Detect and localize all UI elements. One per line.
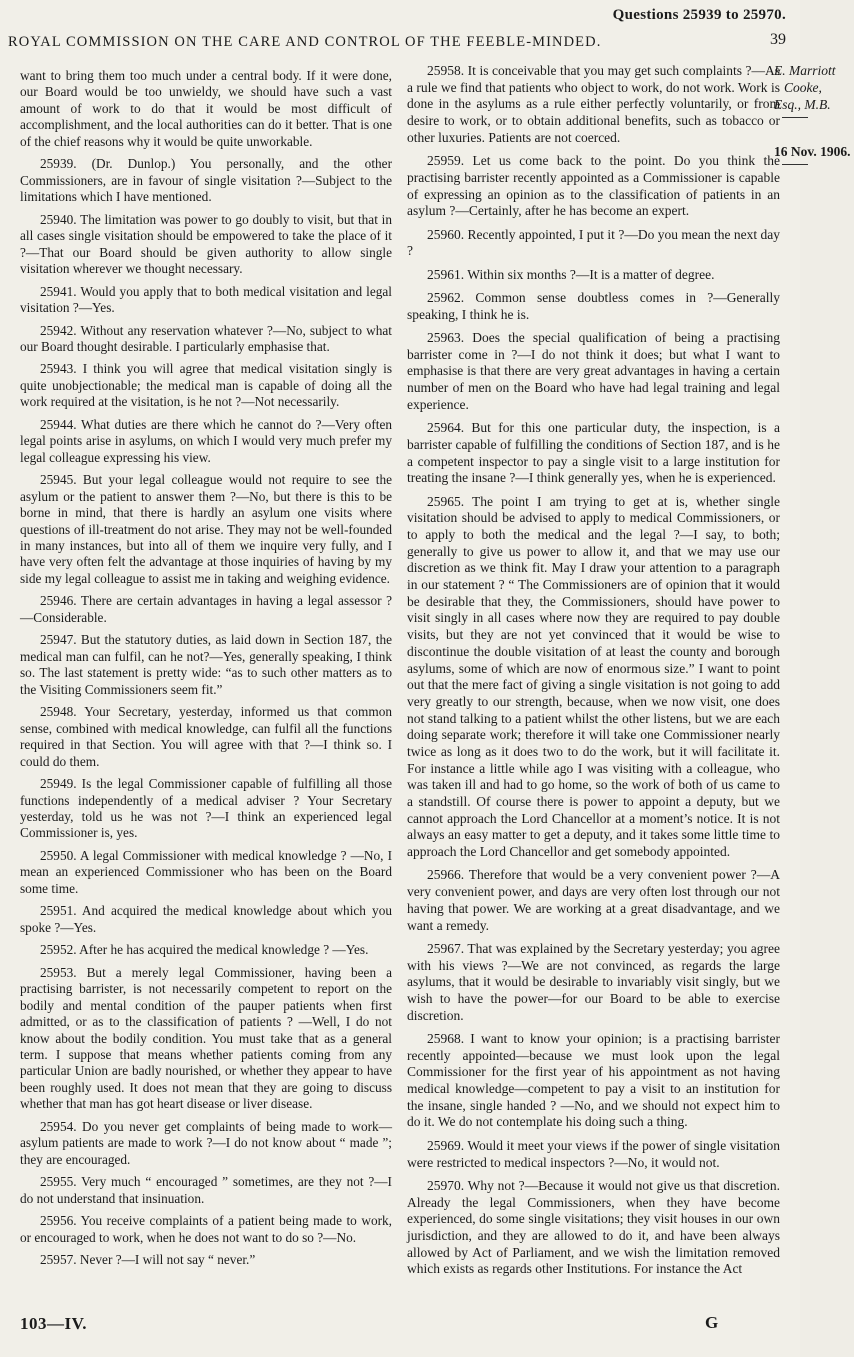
right-column <box>407 63 780 1285</box>
page-header <box>8 31 786 56</box>
witness-name-line-3: Esq., M.B. <box>774 97 831 112</box>
left-column-paragraph: 25948. Your Secretary, yesterday, informed us that common sense, combined with medical knowledge, can fulfil all the functions required in that Section. You will agree with that ?—I think so. I could do them. <box>20 704 392 769</box>
witness-date-rule <box>782 164 808 165</box>
page-number: 39 <box>770 31 786 48</box>
right-column-paragraph: 25963. Does the special qualification of being a practising barrister come in ?—I do not think it does; but what I want to emphasise is that there are very great advantages in having a certain number of men on the Board who have had legal training and legal experience. <box>407 330 780 412</box>
left-column-paragraph: 25947. But the statutory duties, as laid down in Section 187, the medical man can fulfil, can he not?—Yes, generally speaking, I think so. The last statement is pretty wide: “as to such other matters as to the Visiting Commissioners seem fit.” <box>20 632 392 697</box>
left-column-paragraph: 25954. Do you never get complaints of being made to work—asylum patients are made to work ?—I do not know about “ made ”; they are encouraged. <box>20 1118 392 1167</box>
witness-name-line-2: Cooke, <box>784 80 822 95</box>
right-column-paragraph: 25959. Let us come back to the point. Do you think the practising barrister recently appointed as a Commissioner is capable of expressing an opinion as to the classification of patients in an asylum ?—Certainly, after he has become an expert. <box>407 153 780 219</box>
right-column-paragraph: 25961. Within six months ?—It is a matter of degree. <box>427 266 715 282</box>
left-column-paragraph: 25955. Very much “ encouraged ” sometimes, are they not ?—I do not understand that insinuation. <box>20 1174 392 1206</box>
left-column-paragraph: 25946. There are certain advantages in having a legal assessor ?—Considerable. <box>20 593 392 625</box>
page-title: ROYAL COMMISSION ON THE CARE AND CONTROL OF THE FEEBLE-MINDED. <box>8 34 602 50</box>
left-column-paragraph: 25945. But your legal colleague would not require to see the asylum or the patient to answer them ?—No, but there is this to be borne in mind, that there is hardly an asylum one visits where questions of ill-treatment do not arise. They may not be well-founded in many instances, but into all of them we inquire very fully, and I have very often felt the advantage at those inquiries of having by my side my legal colleague to assist me in taking and weighing evidence. <box>20 472 392 586</box>
right-column-paragraph: 25964. But for this one particular duty, the inspection, is a barrister capable of fulfilling the conditions of Section 187, and is he a competent inspector to pay a single visit to a large institution for treating the insane ?—I think generally yes, when he is experienced. <box>407 420 780 486</box>
right-column-paragraph: 25967. That was explained by the Secretary yesterday; you agree with his views ?—We are not convinced, as regards the large asylums, that it would be desirable to invariably visit singly, but we wish to have the power—for our Board to be able to exercise discretion. <box>407 940 780 1023</box>
right-column-paragraph: 25970. Why not ?—Because it would not give us that discretion. Already the legal Commissioners, when they have become experienced, do some single visitations; they visit houses in our own jurisdiction, and they are allowed to do it, and have been always allowed by Act of Parliament, and we wish the limitation removed which exists as regards other Institutions. For instance the Act <box>407 1177 780 1277</box>
witness-sidenote <box>774 62 854 118</box>
left-column-paragraph: 25939. (Dr. Dunlop.) You personally, and the other Commissioners, are in favour of single visitation ?—Subject to the limitations which I have mentioned. <box>20 156 392 205</box>
left-column-paragraph: want to bring them too much under a central body. If it were done, our Board would be too unwieldy, we should have such a vast amount of work to do that it would be most difficult of accomplishment, and the local authorities can do it better. That is one of the chief reasons why it would be quite unworkable. <box>20 68 392 149</box>
right-column-paragraph: 25969. Would it meet your views if the power of single visitation were restricted to medical inspectors ?—No, it would not. <box>407 1137 780 1170</box>
left-column-paragraph: 25942. Without any reservation whatever ?—No, subject to what our Board thought desirable. I particularly emphasise that. <box>20 322 392 354</box>
left-column-paragraph: 25940. The limitation was power to go doubly to visit, but that in all cases single visitation should be empowered to take the place of it ?—That our Board should be given authority to allow single visitation wherever we thought necessary. <box>20 211 392 276</box>
left-column-paragraph: 25951. And acquired the medical knowledge about which you spoke ?—Yes. <box>20 903 392 935</box>
witness-name-line-1: E. Marriott <box>774 63 836 78</box>
left-column-paragraph: 25943. I think you will agree that medical visitation singly is quite unobjectionable; the medical man is capable of doing all the work required at the visitation, is he not ?—Not necessarily. <box>20 361 392 410</box>
left-column-paragraph: 25956. You receive complaints of a patient being made to work, or encouraged to work, when he does not want to do so ?—No. <box>20 1213 392 1245</box>
right-column-paragraph: 25960. Recently appointed, I put it ?—Do you mean the next day ? <box>407 226 780 259</box>
right-column-paragraph: 25968. I want to know your opinion; is a practising barrister recently appointed—because we must look upon the legal Commissioner for the first year of his appointment as not having medical knowledge—competent to pay a visit to an institution for the insane, single handed ? —No, and we should not expect him to do it. We do not contemplate his doing such a thing. <box>407 1031 780 1130</box>
right-column-paragraph: 25958. It is conceivable that you may get such complaints ?—As a rule we find that patients who object to work, do not work. Work is done in the asylums as a rule either perfectly voluntarily, or from desire to work, or to obtain additional benefits, such as tobacco or other luxuries. Patients are not coerced. <box>407 63 780 145</box>
left-column <box>20 68 392 1275</box>
witness-date: 16 Nov. 1906. <box>774 144 851 159</box>
witness-date-block <box>774 143 854 165</box>
running-head: Questions 25939 to 25970. <box>612 7 786 23</box>
left-column-paragraph: 25952. After he has acquired the medical knowledge ? —Yes. <box>40 942 369 958</box>
left-column-paragraph: 25953. But a merely legal Commissioner, having been a practising barrister, is not necessarily competent to report on the bodily and mental condition of the pauper patients when first admitted, or as to the classification of patients ? —Well, I do not know about the bodily condition. You must take that as a general term. I suppose that means whether patients coming from any particular Union are badly nourished, or whether they appear to have been roughly used. It does not mean that they are going to discuss whether that man has got heart disease or liver disease. <box>20 964 392 1112</box>
witness-rule <box>782 117 808 118</box>
left-column-paragraph: 25957. Never ?—I will not say “ never.” <box>40 1252 256 1268</box>
left-column-paragraph: 25941. Would you apply that to both medical visitation and legal visitation ?—Yes. <box>20 283 392 315</box>
left-column-paragraph: 25944. What duties are there which he cannot do ?—Very often legal points arise in asylums, on which I would very much prefer my legal colleague expressing his view. <box>20 416 392 465</box>
catchword: G <box>705 1313 719 1332</box>
right-column-paragraph: 25966. Therefore that would be a very convenient power ?—A very convenient power, and days are very often lost through our not having that power. We are working at a great disadvantage, and we want a remedy. <box>407 867 780 933</box>
left-column-paragraph: 25950. A legal Commissioner with medical knowledge ? —No, I mean an experienced Commissioner who has been on the Board some time. <box>20 847 392 896</box>
printer-signature: 103—IV. <box>20 1314 87 1333</box>
left-column-paragraph: 25949. Is the legal Commissioner capable of fulfilling all those functions independently of a medical adviser ? Your Secretary yesterday, told us he was not ?—I think an experienced legal Commissioner is, yes. <box>20 776 392 841</box>
right-column-paragraph: 25962. Common sense doubtless comes in ?—Generally speaking, I think he is. <box>407 290 780 322</box>
right-column-paragraph: 25965. The point I am trying to get at is, whether single visitation should be advised to apply to medical Commissioners, or to apply to both the medical and the legal ?—I say, to both; generally to give us power to allow it, and that we may use our discretion as we think fit. May I draw your attention to a paragraph in our statement ? “ The Commissioners are of opinion that it would be desirable that they, the Commissioners, should have power to visit singly in all cases where now they are required to pay double visits, but they are not yet convinced that it would be wise to discontinue the double visitation of at least the county and borough asylums, some of which are now of enormous size.” I want to point out that the mere fact of giving a single visitation is not going to add very greatly to our strength, because, when we now visit, one does not stand talking to a patient whilst the other listens, but we are each doing separate work; therefore it will take one Commissioner nearly twice as long as it does two to do the work, but it will facilitate it. For instance a little while ago I was visiting with a colleague, who was taken ill and had to go home, so the work of both of us came to a standstill. Of course there is power to appoint a deputy, but we cannot approach the Lord Chancellor at a moment’s notice. It is not always an easy matter to get a deputy, and it takes some little time to approach the Lord Chancellor and get somebody appointed. <box>407 493 780 860</box>
